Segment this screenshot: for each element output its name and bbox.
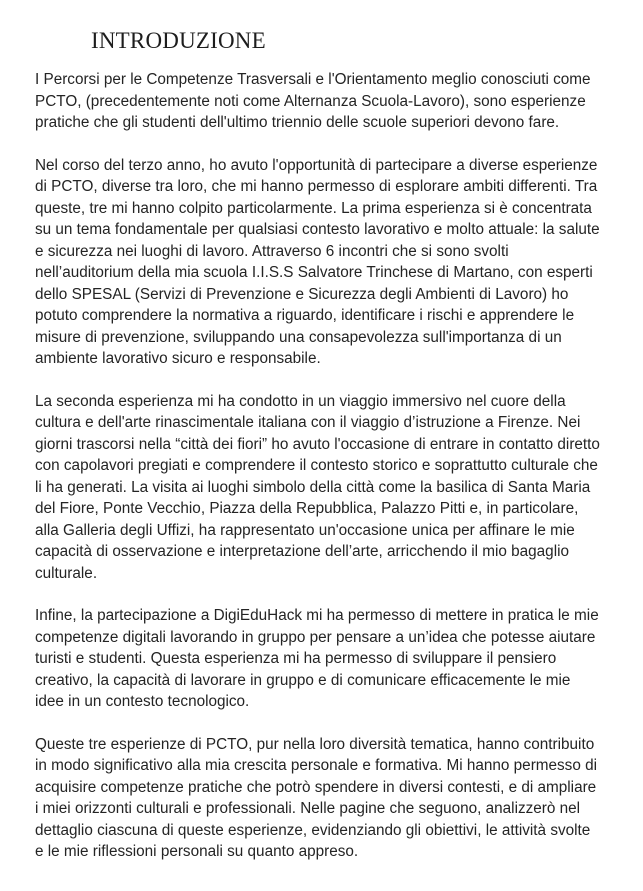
paragraph-conclusion: Queste tre esperienze di PCTO, pur nella loro diversità tematica, hanno contribuito in modo significativo alla mia crescita personale e formativa. Mi hanno permesso di acquisire competenze pratiche che potrò spendere in diversi contesti, e di ampliare i miei orizzonti culturali e professionali. Nelle pagine che seguono, analizzerò nel dettaglio ciascuna di queste esperienze, evidenziando gli obiettivi, le attività svolte e le mie riflessioni personali su quanto appreso.: [35, 735, 597, 860]
paragraph-third-experience: Infine, la partecipazione a DigiEduHack mi ha permesso di mettere in pratica le mie competenze digitali lavorando in gruppo per pensare a un’idea che potesse aiutare turisti e studenti. Questa esperienza mi ha permesso di sviluppare il pensiero creativo, la capacità di lavorare in gruppo e di comunicare efficacemente le mie idee in un contesto tecnologico.: [35, 607, 599, 710]
document-body: [35, 69, 625, 884]
paragraph-second-experience: La seconda esperienza mi ha condotto in un viaggio immersivo nel cuore della cultura e dell'arte rinascimentale italiana con il viaggio d’istruzione a Firenze. Nei giorni trascorsi nella “città dei fiori” ho avuto l'occasione di entrare in contatto diretto con capolavori pregiati e comprendere il contesto storico e soprattutto culturale che li ha generati. La visita ai luoghi simbolo della città come la basilica di Santa Maria del Fiore, Ponte Vecchio, Piazza della Repubblica, Palazzo Pitti e, in particolare, alla Galleria degli Uffizi, ha rappresentato un'occasione unica per affinare le mie capacità di osservazione e interpretazione dell’arte, arricchendo il mio bagaglio culturale.: [35, 392, 600, 582]
paragraph-first-experience: Nel corso del terzo anno, ho avuto l'opportunità di partecipare a diverse esperienze di PCTO, diverse tra loro, che mi hanno permesso di esplorare ambiti differenti. Tra queste, tre mi hanno colpito particolarmente. La prima esperienza si è concentrata su un tema fondamentale per qualsiasi contesto lavorativo e molto attuale: la salute e sicurezza nei luoghi di lavoro. Attraverso 6 incontri che si sono svolti nell’auditorium della mia scuola I.I.S.S Salvatore Trinchese di Martano, con esperti dello SPESAL (Servizi di Prevenzione e Sicurezza degli Ambienti di Lavoro) ho potuto comprendere la normativa a riguardo, identificare i rischi e apprendere le misure di prevenzione, sviluppando una consapevolezza sull'importanza di un ambiente lavorativo sicuro e responsabile.: [35, 156, 600, 367]
paragraph-intro: I Percorsi per le Competenze Trasversali e l'Orientamento meglio conosciuti come PCTO, (precedentemente noti come Alternanza Scuola-Lavoro), sono esperienze pratiche che gli studenti dell'ultimo triennio delle scuole superiori devono fare.: [35, 71, 591, 131]
page-title: INTRODUZIONE: [91, 28, 266, 53]
